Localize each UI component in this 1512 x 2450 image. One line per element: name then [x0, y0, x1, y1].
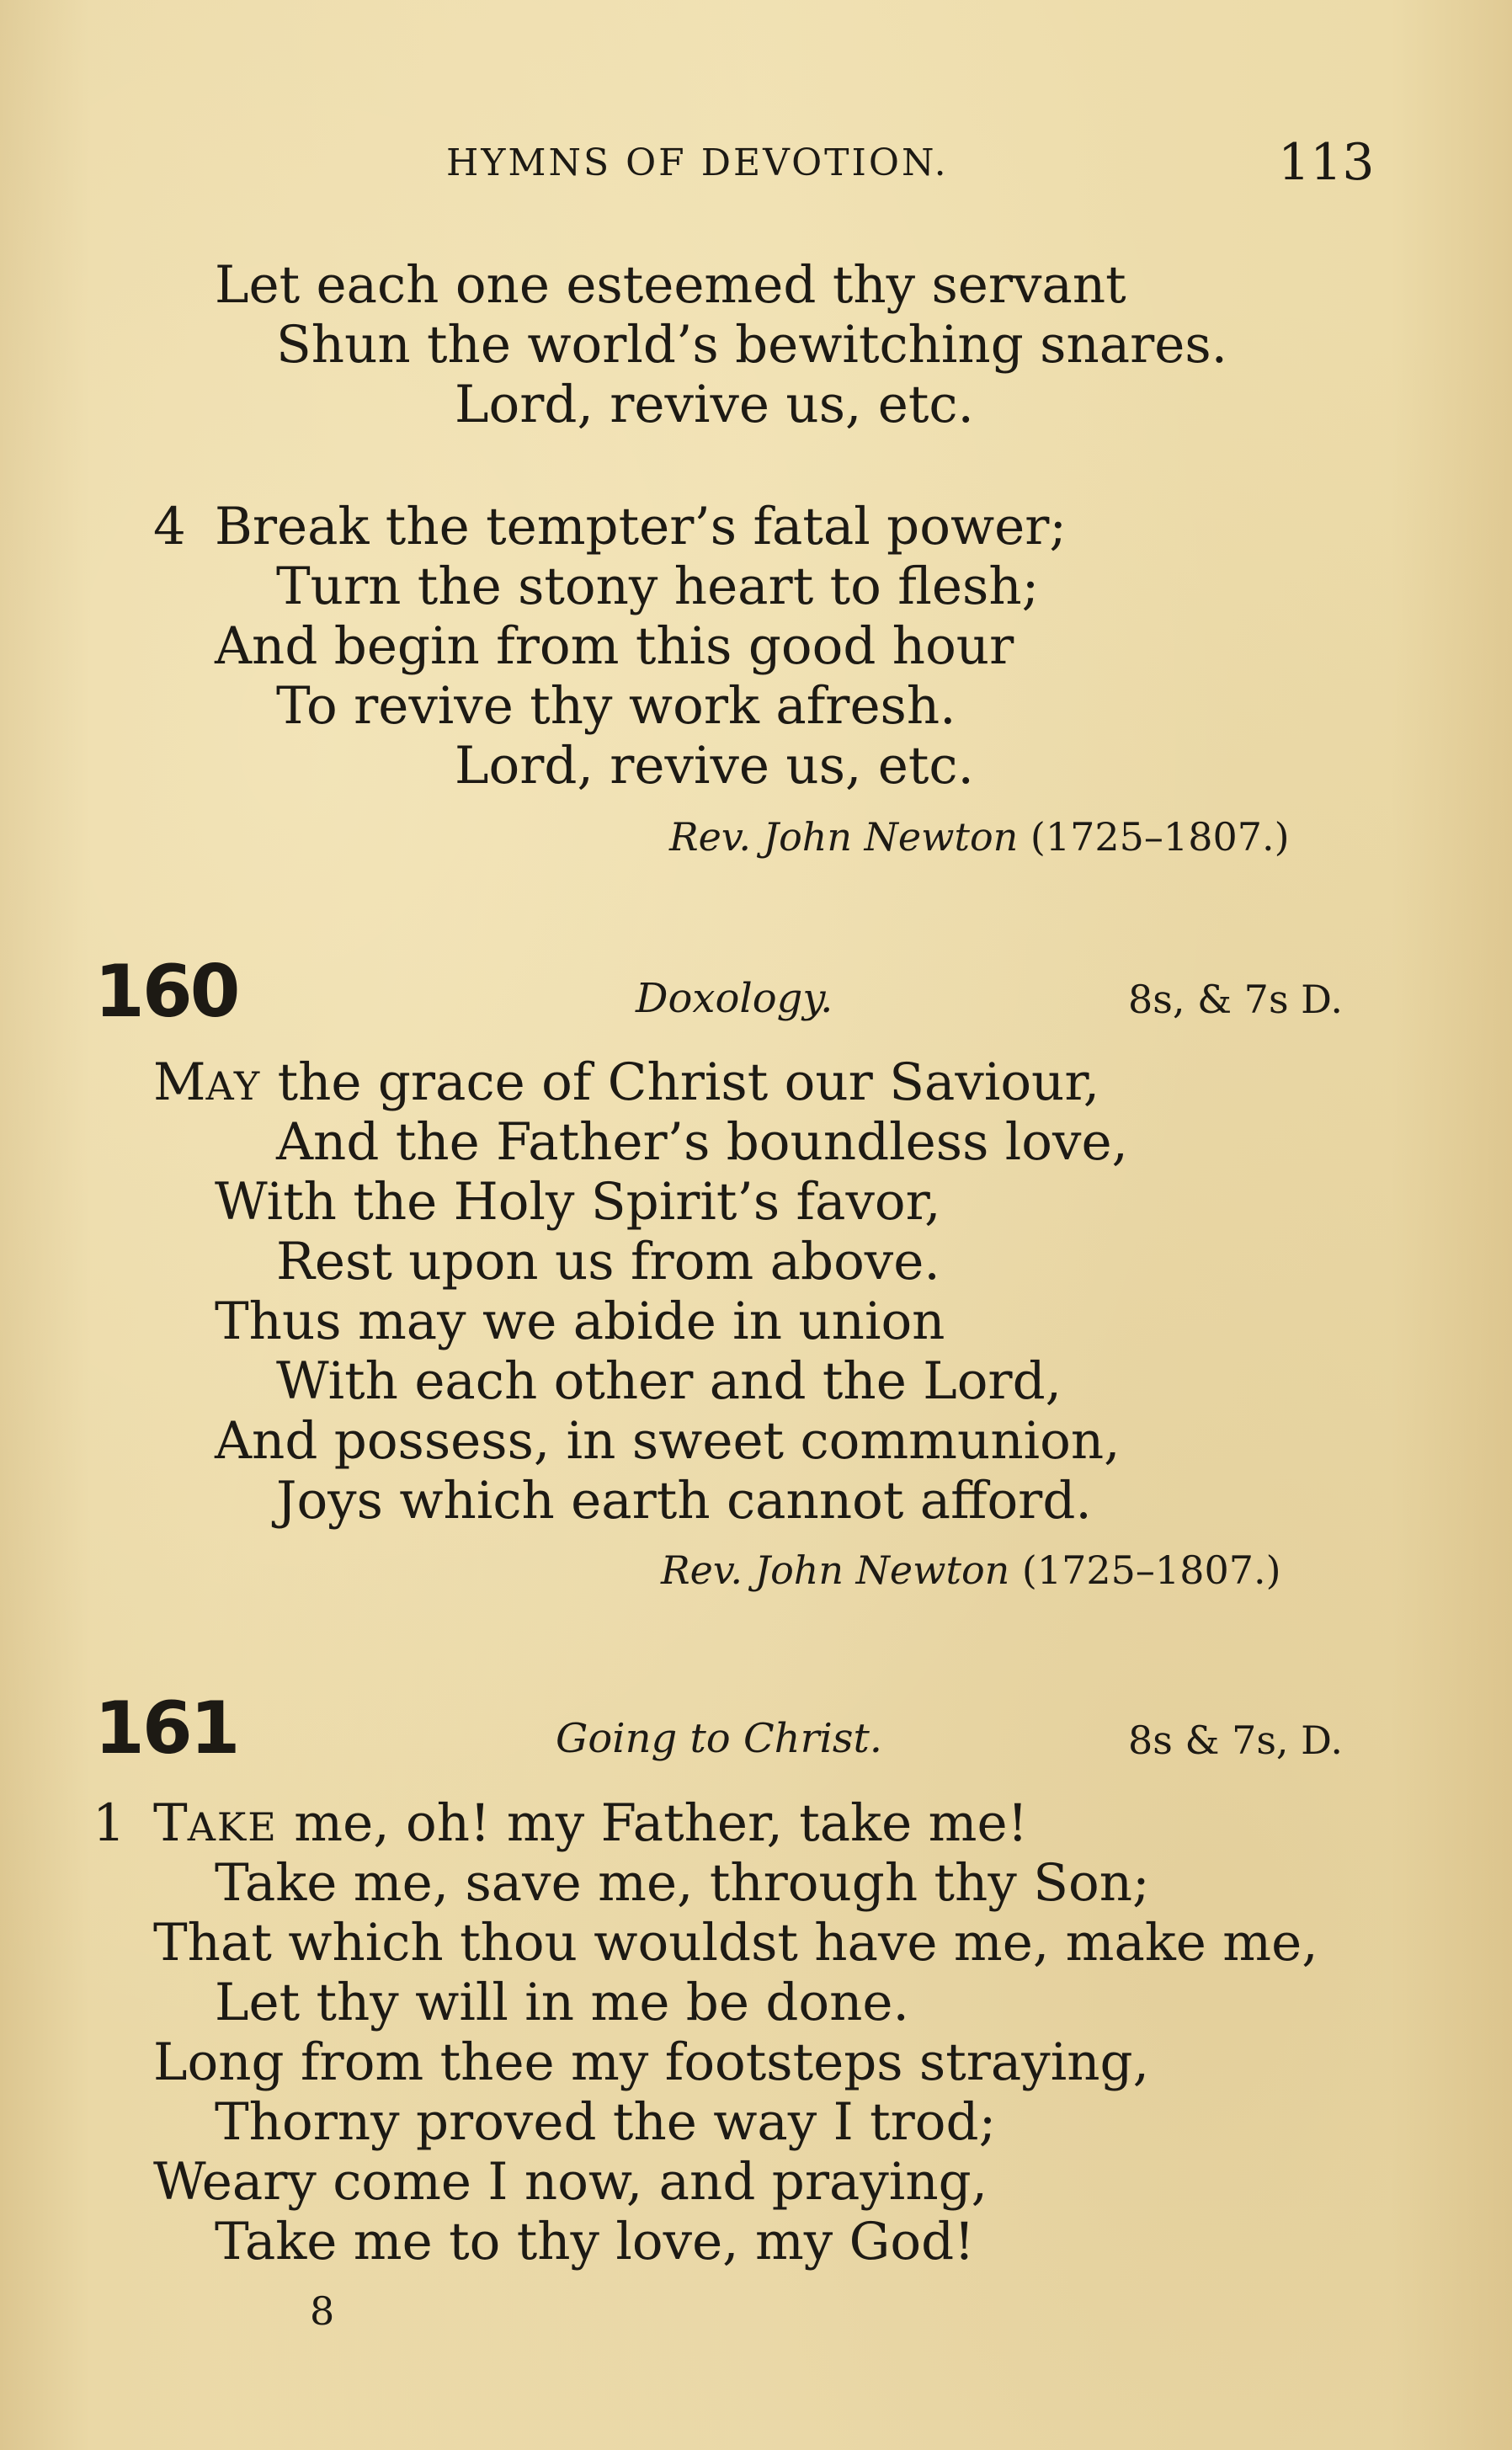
page-number: 113 [1278, 133, 1375, 192]
verse-line: Thorny proved the way I trod; [215, 2092, 997, 2152]
author-name: Rev. John Newton [661, 1547, 1010, 1593]
verse-line: To revive thy work afresh. [276, 676, 956, 736]
verse-line: Let thy will in me be done. [215, 1973, 909, 2032]
verse-line: Weary come I now, and praying, [153, 2152, 988, 2212]
refrain-line: Lord, revive us, etc. [455, 375, 974, 434]
stanza-number: 1 [93, 1793, 125, 1853]
first-word-rest: AY [205, 1063, 262, 1109]
hymn-title: Going to Christ. [556, 1715, 883, 1762]
verse-line: And begin from this good hour [215, 616, 1014, 676]
verse-line: That which thou wouldst have me, make me, [153, 1913, 1318, 1973]
verse-line: And possess, in sweet communion, [215, 1411, 1121, 1471]
verse-line: Turn the stony heart to flesh; [276, 557, 1040, 616]
verse-line: Rest upon us from above. [276, 1232, 940, 1292]
verse-line: With each other and the Lord, [276, 1351, 1062, 1411]
hymn-meter: 8s & 7s, D. [1128, 1718, 1344, 1763]
running-head: HYMNS OF DEVOTION. [446, 141, 949, 184]
author-attribution [661, 1547, 1281, 1593]
author-attribution [669, 814, 1290, 860]
author-dates: (1725–1807.) [1030, 814, 1290, 860]
verse-line: With the Holy Spirit’s favor, [215, 1172, 941, 1232]
signature-mark: 8 [310, 2288, 335, 2334]
first-word-initial: M [153, 1052, 206, 1112]
verse-line: Shun the world’s bewitching snares. [276, 315, 1228, 375]
first-line-rest: me, oh! my Father, take me! [277, 1793, 1029, 1853]
hymn-number: 161 [94, 1686, 238, 1771]
verse-line: Take me to thy love, my God! [215, 2212, 975, 2272]
verse-line: Long from thee my footsteps straying, [153, 2032, 1149, 2092]
verse-line: Break the tempter’s fatal power; [215, 497, 1067, 557]
first-line-rest: the grace of Christ our Saviour, [261, 1052, 1100, 1112]
stanza-number: 4 [153, 497, 186, 557]
first-verse-line [153, 1052, 1100, 1112]
verse-line: Take me, save me, through thy Son; [215, 1853, 1150, 1913]
verse-line: Joys which earth cannot afford. [276, 1471, 1092, 1531]
verse-line: Let each one esteemed thy servant [215, 255, 1126, 315]
first-verse-line [153, 1793, 1029, 1853]
hymn-title: Doxology. [636, 975, 833, 1022]
hymn-number: 160 [94, 950, 238, 1034]
verse-line: Thus may we abide in union [215, 1292, 945, 1351]
first-word-initial: T [153, 1793, 188, 1853]
hymn-meter: 8s, & 7s D. [1128, 977, 1344, 1022]
author-name: Rev. John Newton [669, 814, 1019, 860]
first-word-rest: AKE [187, 1804, 278, 1850]
verse-line: And the Father’s boundless love, [276, 1112, 1128, 1172]
refrain-line: Lord, revive us, etc. [455, 736, 974, 796]
author-dates: (1725–1807.) [1021, 1547, 1281, 1593]
